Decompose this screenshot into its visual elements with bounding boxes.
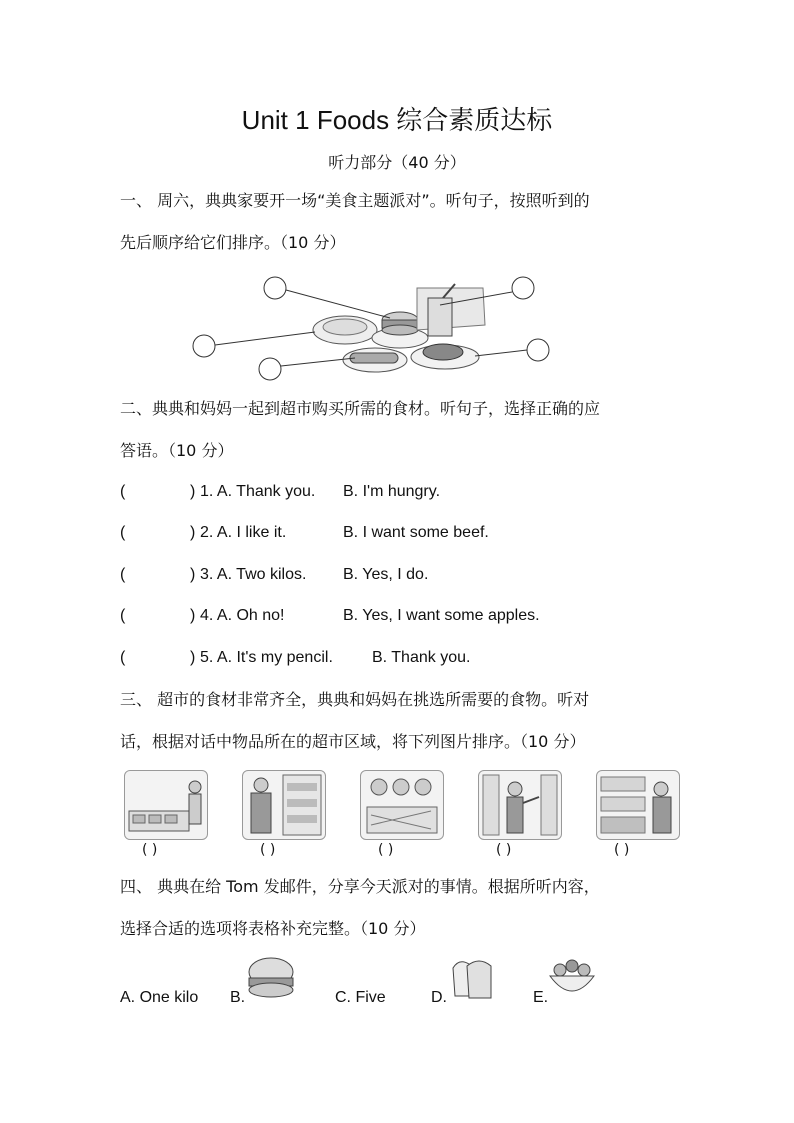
section2-line1: 二、典典和妈妈一起到超市购买所需的食材。听句子，选择正确的应 [120, 399, 601, 418]
section1-line2: 先后顺序给它们排序。（10 分） [120, 233, 346, 252]
option-e-label: E. [533, 989, 549, 1006]
option-b: B. Thank you. [372, 649, 471, 666]
option-d-label: D. [431, 989, 447, 1006]
section4-line2: 选择合适的选项将表格补充完整。（10 分） [120, 919, 426, 938]
ordering-blank[interactable]: ( ) [496, 842, 512, 858]
option-a: 2. A. I like it. [200, 524, 287, 541]
page-title: Unit 1 Foods 综合素质达标 [241, 105, 553, 135]
hamburger-icon [246, 956, 296, 1000]
supermarket-picture-5 [596, 770, 680, 840]
ordering-blank[interactable]: ( ) [142, 842, 158, 858]
section2-line2: 答语。（10 分） [120, 441, 234, 460]
answer-circle [193, 335, 215, 357]
section1-line1: 一、 周六，典典家要开一场“美食主题派对”。听句子，按照听到的 [120, 191, 590, 210]
supermarket-picture-3 [360, 770, 444, 840]
plate-steak [411, 344, 479, 369]
cup-drink [417, 284, 485, 336]
ordering-blank[interactable]: ( ) [614, 842, 630, 858]
option-b: B. I'm hungry. [343, 483, 441, 500]
option-c-label: C. Five [335, 989, 386, 1006]
option-a: 3. A. Two kilos. [200, 566, 307, 583]
page-subtitle: 听力部分（40 分） [328, 153, 466, 172]
food-ordering-illustration [185, 270, 555, 385]
option-a: 5. A. It's my pencil. [200, 649, 333, 666]
bread-icon [447, 956, 497, 1002]
option-b: B. Yes, I want some apples. [343, 607, 540, 624]
answer-circle [259, 358, 281, 380]
answer-circle [527, 339, 549, 361]
option-a: 1. A. Thank you. [200, 483, 316, 500]
supermarket-picture-4 [478, 770, 562, 840]
option-a-label: A. One kilo [120, 989, 199, 1006]
ordering-blank[interactable]: ( ) [260, 842, 276, 858]
option-b: B. Yes, I do. [343, 566, 429, 583]
plate-fruit [313, 316, 377, 344]
section4-line1: 四、 典典在给 Tom 发邮件，分享今天派对的事情。根据所听内容， [120, 877, 600, 896]
option-a: 4. A. Oh no! [200, 607, 285, 624]
ordering-blank[interactable]: ( ) [378, 842, 394, 858]
option-b-label: B. [230, 989, 246, 1006]
supermarket-picture-2 [242, 770, 326, 840]
section3-line1: 三、 超市的食材非常齐全，典典和妈妈在挑选所需要的食物。听对 [120, 690, 590, 709]
salad-bowl-icon [546, 956, 598, 1002]
answer-circle [512, 277, 534, 299]
plate-hotdog [343, 348, 407, 372]
supermarket-picture-1 [124, 770, 208, 840]
option-b: B. I want some beef. [343, 524, 489, 541]
section3-line2: 话，根据对话中物品所在的超市区域，将下列图片排序。（10 分） [120, 732, 586, 751]
answer-circle [264, 277, 286, 299]
